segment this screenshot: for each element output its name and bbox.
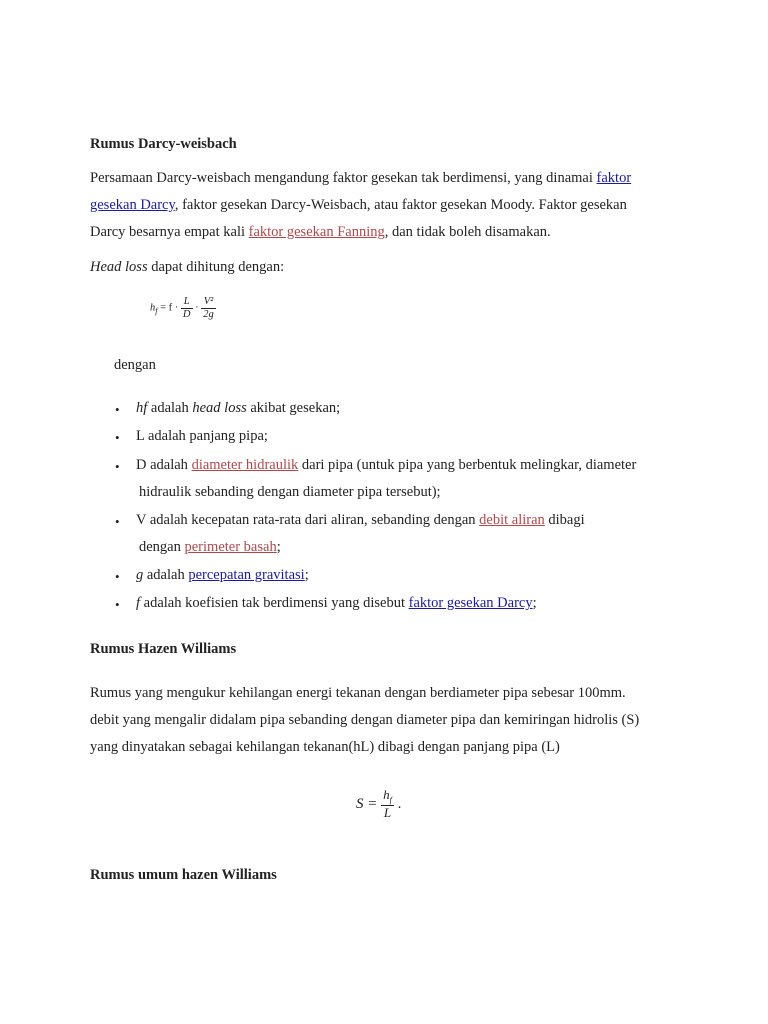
paragraph-line: Rumus yang mengukur kehilangan energi tekanan dengan berdiameter pipa sebesar 100mm. <box>90 685 626 701</box>
formula-period: . <box>393 795 402 812</box>
headloss-line <box>90 254 284 281</box>
list-text: dengan <box>139 539 185 555</box>
list-item <box>136 400 340 417</box>
frac-num: V² <box>201 296 216 309</box>
list-item <box>136 512 585 529</box>
formula-h: h <box>150 302 156 314</box>
paragraph-line: yang dinyatakan sebagai kehilangan tekanan(hL) dibagi dengan panjang pipa (L) <box>90 739 560 755</box>
slope-formula <box>356 788 401 821</box>
list-text: dibagi <box>544 512 585 528</box>
frac-den: L <box>383 805 392 821</box>
fraction-hf-over-l <box>381 788 394 821</box>
paragraph-text: , dan tidak boleh disamakan. <box>384 224 551 240</box>
paragraph-text: , faktor gesekan Darcy-Weisbach, atau faktor gesekan Moody. Faktor gesekan <box>174 197 627 213</box>
list-text: adalah koefisien tak berdimensi yang disebut <box>140 595 409 611</box>
list-text: akibat gesekan; <box>246 400 341 416</box>
list-text: V adalah kecepatan rata-rata dari aliran, sebanding dengan <box>136 512 480 528</box>
link-percepatan-gravitasi[interactable]: percepatan gravitasi <box>188 567 305 583</box>
frac-den: 2g <box>203 308 214 320</box>
list-item <box>136 595 537 612</box>
frac-num-h: h <box>383 787 390 802</box>
headloss-text: dapat dihitung dengan: <box>147 259 285 275</box>
bullet-icon: • <box>115 402 120 417</box>
heading-rumus-umum-hazen-williams: Rumus umum hazen Williams <box>90 867 277 883</box>
paragraph-line-2 <box>90 192 627 219</box>
list-text: dari pipa (untuk pipa yang berbentuk melingkar, diameter <box>298 457 637 473</box>
list-text: D adalah <box>136 457 192 473</box>
paragraph-line-1 <box>90 165 631 192</box>
link-perimeter-basah[interactable]: perimeter basah <box>184 539 277 555</box>
list-text: adalah <box>143 567 189 583</box>
list-item-continuation: hidraulik sebanding dengan diameter pipa tersebut); <box>139 484 441 500</box>
darcy-formula <box>150 296 216 320</box>
list-item-continuation <box>139 539 281 556</box>
link-faktor-gesekan-fanning[interactable]: faktor gesekan Fanning <box>248 224 385 240</box>
formula-dot: · <box>192 302 202 314</box>
list-text: ; <box>532 595 537 611</box>
link-faktor-gesekan-darcy[interactable]: faktor <box>596 170 632 186</box>
heading-hazen-williams: Rumus Hazen Williams <box>90 641 237 657</box>
frac-num: L <box>181 296 193 309</box>
list-text: adalah <box>147 400 193 416</box>
paragraph-text: Darcy besarnya empat kali <box>90 224 249 240</box>
list-text: ; <box>276 539 281 555</box>
headloss-italic: Head loss <box>90 259 148 275</box>
list-item <box>136 567 309 584</box>
formula-s: S = <box>356 795 382 812</box>
frac-num-sub: f <box>389 795 392 805</box>
list-text: ; <box>304 567 309 583</box>
bullet-icon: • <box>115 569 120 584</box>
paragraph-text: Persamaan Darcy-weisbach mengandung faktor gesekan tak berdimensi, yang dinamai <box>90 170 597 186</box>
link-faktor-gesekan-darcy-2[interactable]: faktor gesekan Darcy <box>408 595 533 611</box>
link-debit-aliran[interactable]: debit aliran <box>479 512 545 528</box>
frac-den: D <box>182 308 191 320</box>
italic-g: g <box>136 567 144 583</box>
bullet-icon: • <box>115 597 120 612</box>
fraction-v2-over-2g <box>201 296 216 320</box>
bullet-icon: • <box>115 430 120 445</box>
paragraph-line: debit yang mengalir didalam pipa sebanding dengan diameter pipa dan kemiringan hidrolis (S) <box>90 712 640 728</box>
dengan-label: dengan <box>114 357 156 373</box>
link-diameter-hidraulik[interactable]: diameter hidraulik <box>191 457 299 473</box>
heading-darcy-weisbach: Rumus Darcy-weisbach <box>90 136 237 152</box>
frac-num <box>381 788 394 806</box>
list-item: L adalah panjang pipa; <box>136 428 268 444</box>
link-gesekan-darcy[interactable]: gesekan Darcy <box>90 197 175 213</box>
bullet-icon: • <box>115 514 120 529</box>
formula-sub-f: f <box>155 306 158 316</box>
formula-eq: = f · <box>157 302 181 314</box>
list-item <box>136 457 636 474</box>
italic-f: f <box>136 595 141 611</box>
paragraph-line-3 <box>90 219 551 246</box>
fraction-l-over-d <box>181 296 193 320</box>
italic-hf: hf <box>136 400 148 416</box>
italic-head-loss: head loss <box>192 400 247 416</box>
bullet-icon: • <box>115 459 120 474</box>
